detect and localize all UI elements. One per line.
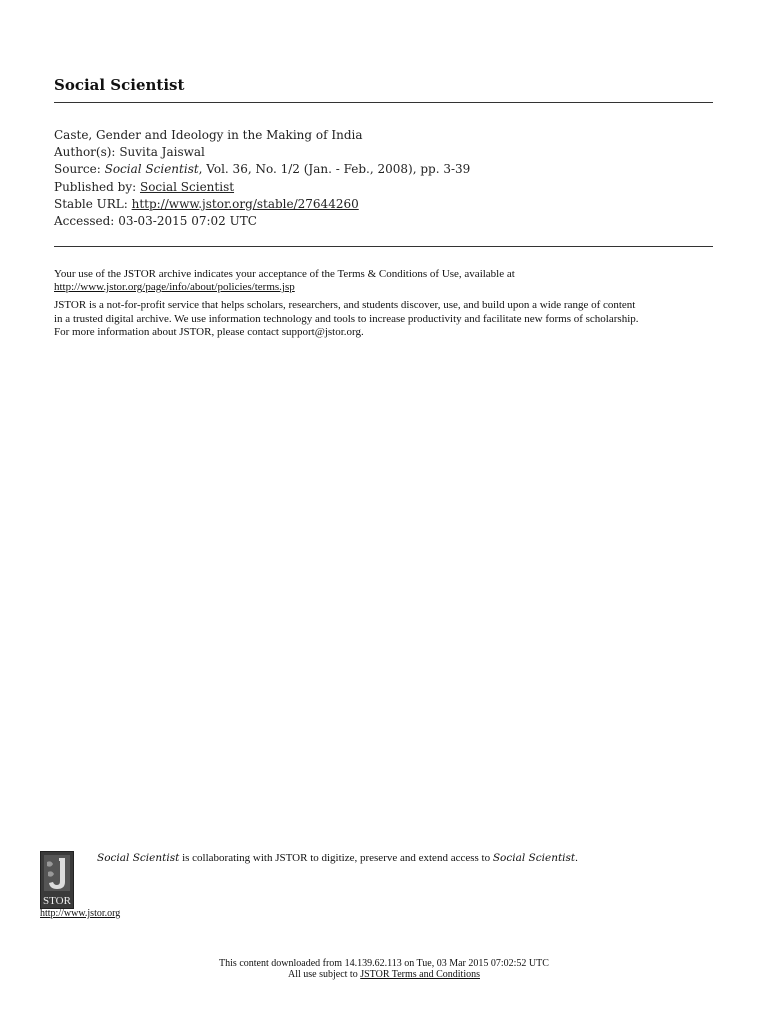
about-paragraph	[54, 299, 724, 339]
source-row	[54, 161, 470, 178]
jstor-notice	[54, 268, 724, 344]
metadata-divider	[54, 246, 713, 247]
source-details: , Vol. 36, No. 1/2 (Jan. - Feb., 2008), pp. 3-39	[198, 162, 471, 177]
collab-end: .	[575, 852, 578, 864]
subject-prefix: All use subject to	[288, 969, 361, 980]
terms-conditions-link[interactable]: JSTOR Terms and Conditions	[360, 969, 480, 980]
source-label: Source:	[54, 162, 101, 177]
header-divider	[54, 102, 713, 103]
about-line: JSTOR is a not-for-profit service that helps scholars, researchers, and students discover, use, and build upon a wide range of content	[54, 299, 636, 312]
stable-url-label: Stable URL:	[54, 196, 128, 211]
accessed-label: Accessed:	[54, 214, 115, 229]
stable-url-link[interactable]: http://www.jstor.org/stable/27644260	[131, 196, 359, 211]
download-line: This content downloaded from 14.139.62.113 on Tue, 03 Mar 2015 07:02:52 UTC	[219, 958, 549, 969]
collab-journal-2: Social Scientist	[492, 852, 576, 864]
stable-url-row	[54, 196, 470, 213]
terms-paragraph	[54, 268, 724, 294]
subject-line	[0, 969, 768, 980]
publisher-link[interactable]: Social Scientist	[139, 179, 235, 194]
jstor-home-link[interactable]: http://www.jstor.org	[40, 908, 121, 919]
accessed-date: 03-03-2015 07:02 UTC	[118, 214, 257, 229]
author-row	[54, 144, 470, 161]
collab-text: is collaborating with JSTOR to digitize, preserve and extend access to	[179, 852, 493, 864]
collab-journal: Social Scientist	[97, 852, 180, 864]
terms-text: Your use of the JSTOR archive indicates your acceptance of the Terms & Conditions of Use, available at	[54, 268, 515, 280]
jstor-logo-icon	[41, 852, 73, 908]
journal-title: Social Scientist	[54, 76, 185, 94]
publisher-row	[54, 179, 470, 196]
accessed-row	[54, 213, 470, 230]
article-title: Caste, Gender and Ideology in the Making of India	[54, 128, 363, 142]
svg-text:STOR: STOR	[43, 895, 71, 907]
terms-link[interactable]: http://www.jstor.org/page/info/about/policies/terms.jsp	[54, 281, 295, 294]
source-journal: Social Scientist	[104, 162, 199, 177]
about-line: For more information about JSTOR, please contact support@jstor.org.	[54, 325, 364, 338]
author-label: Author(s):	[54, 145, 116, 160]
article-metadata	[54, 127, 470, 230]
publisher-label: Published by:	[54, 179, 137, 194]
jstor-logo[interactable]	[40, 851, 74, 909]
author-name: Suvita Jaiswal	[119, 145, 205, 160]
about-line: in a trusted digital archive. We use information technology and tools to increase productivity and facilitate new forms of scholarship.	[54, 312, 639, 325]
collaboration-note	[97, 852, 578, 864]
download-footer	[0, 958, 768, 980]
